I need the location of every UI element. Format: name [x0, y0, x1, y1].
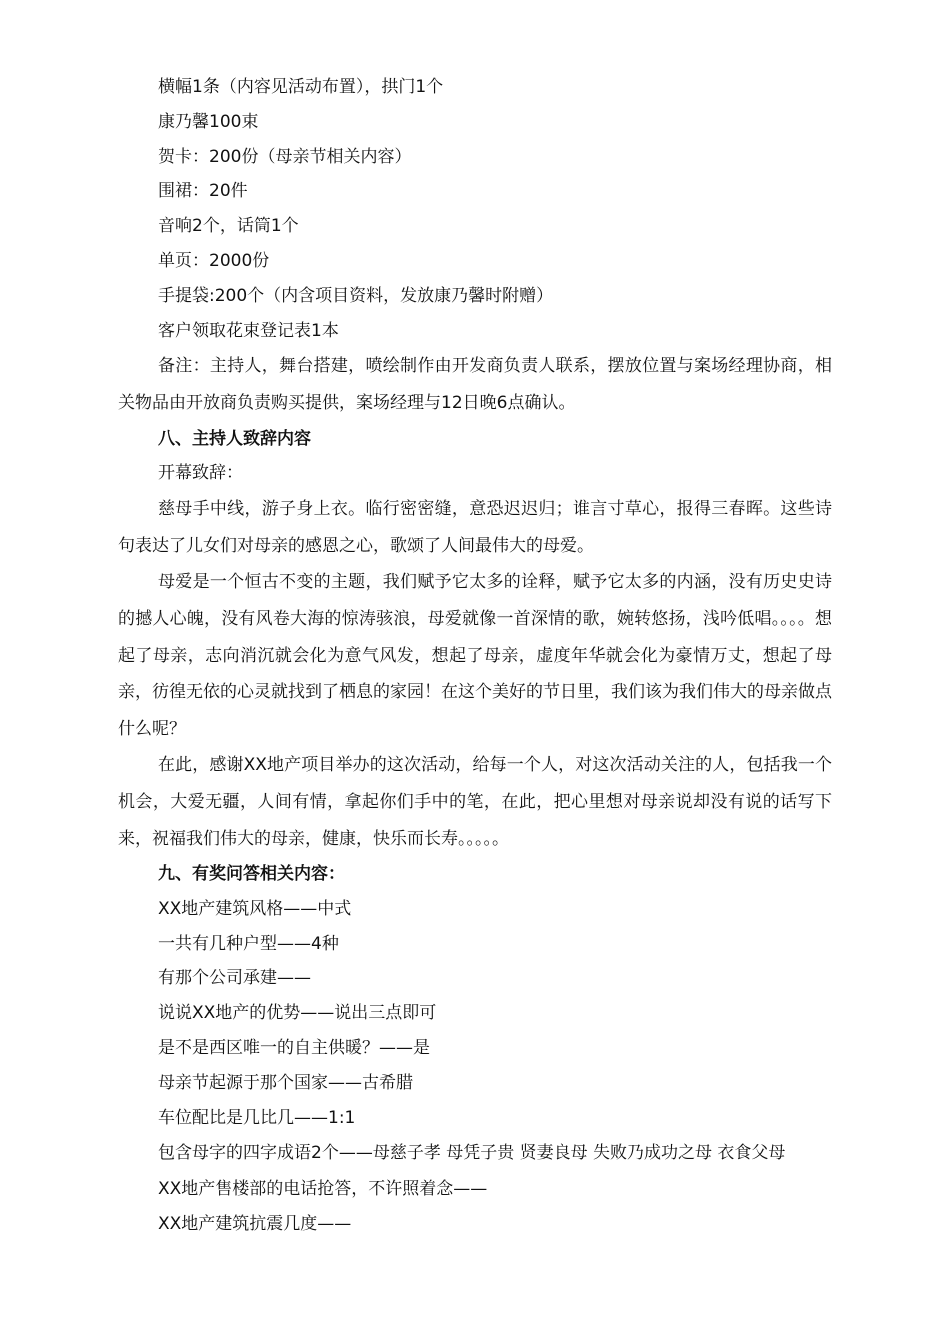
qa-item: XX地产建筑抗震几度——: [158, 1213, 352, 1234]
speech-paragraph: 母爱是一个恒古不变的主题，我们赋予它太多的诠释，赋予它太多的内涵，没有历史史诗的撼人心魄，没有风卷大海的惊涛骇浪，母爱就像一首深情的歌，婉转悠扬，浅吟低唱。。。。想起了母亲，志向消沉就会化为意气风发，想起了母亲，虚度年华就会化为豪情万丈，想起了母亲，彷徨无依的心灵就找到了栖息的家园！在这个美好的节日里，我们该为我们伟大的母亲做点什么呢？: [118, 572, 832, 739]
material-item: 音响2个，话筒1个: [158, 216, 299, 237]
material-item: 贺卡：200份（母亲节相关内容）: [158, 146, 412, 167]
material-item: 横幅1条（内容见活动布置），拱门1个: [158, 77, 444, 97]
qa-item: 一共有几种户型——4种: [158, 933, 339, 954]
qa-item: 说说XX地产的优势——说出三点即可: [158, 1003, 437, 1024]
material-item: 客户领取花束登记表1本: [158, 320, 339, 341]
qa-item: XX地产建筑风格——中式: [158, 898, 352, 919]
qa-idioms: 包含母字的四字成语2个——母慈子孝 母凭子贵 贤妻良母 失败乃成功之母 衣食父母: [158, 1143, 786, 1164]
material-item: 康乃馨100束: [158, 111, 259, 132]
material-item: 围裙：20件: [158, 181, 248, 202]
qa-item: 车位配比是几比几——1:1: [158, 1107, 356, 1128]
material-item: 单页：2000份: [158, 250, 270, 271]
qa-item: 有那个公司承建——: [158, 968, 311, 989]
qa-item: 母亲节起源于那个国家——古希腊: [158, 1072, 413, 1093]
opening-label: 开幕致辞：: [158, 463, 243, 484]
qa-item: 是不是西区唯一的自主供暖？——是: [158, 1038, 430, 1059]
speech-paragraph: 慈母手中线，游子身上衣。临行密密缝，意恐迟迟归；谁言寸草心，报得三春晖。这些诗句表达了儿女们对母亲的感恩之心，歌颂了人间最伟大的母爱。: [118, 499, 832, 556]
document-page: [118, 70, 832, 1242]
section-9-heading: 九、有奖问答相关内容：: [158, 864, 345, 885]
material-item: 手提袋:200个（内含项目资料，发放康乃馨时附赠）: [158, 285, 554, 306]
section-8-heading: 八、主持人致辞内容: [158, 428, 311, 449]
speech-paragraph: 在此，感谢XX地产项目举办的这次活动，给每一个人，对这次活动关注的人，包括我一个机会，大爱无疆，人间有情，拿起你们手中的笔，在此，把心里想对母亲说却没有说的话写下来，祝福我们伟大的母亲，健康，快乐而长寿。。。。。: [118, 755, 832, 849]
qa-item: XX地产售楼部的电话抢答，不许照着念——: [158, 1179, 488, 1200]
note-paragraph: 备注：主持人，舞台搭建，喷绘制作由开发商负责人联系，摆放位置与案场经理协商，相关物品由开放商负责购买提供，案场经理与12日晚6点确认。: [118, 356, 832, 413]
